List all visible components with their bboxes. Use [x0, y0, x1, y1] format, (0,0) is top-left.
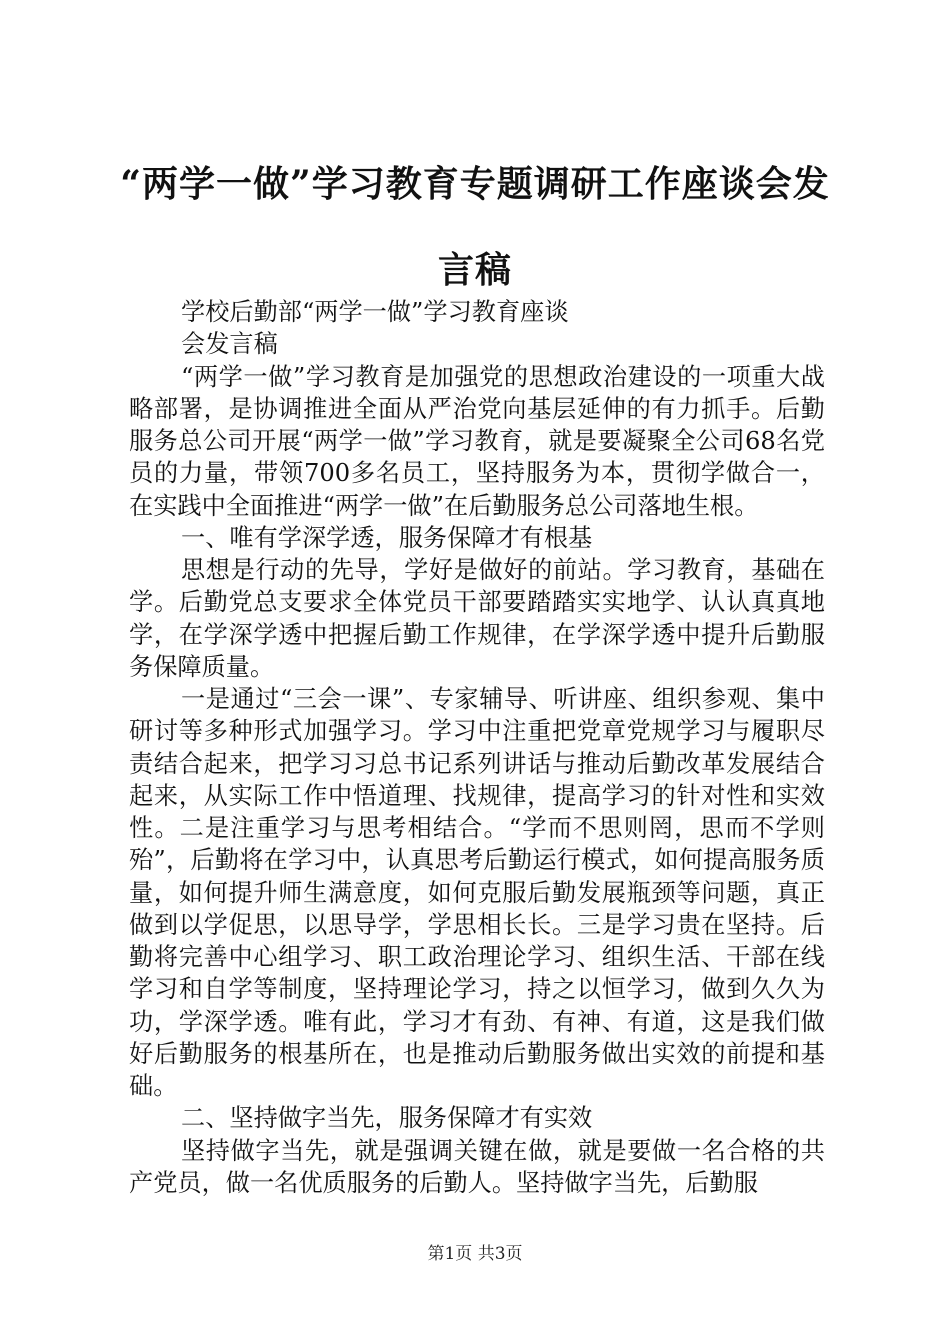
section-heading-2: 二、坚持做字当先，服务保障才有实效 [181, 1104, 593, 1133]
section-heading-1: 一、唯有学深学透，服务保障才有根基 [181, 523, 593, 552]
subtitle-line-2: 会发言稿 [181, 330, 278, 359]
document-title-line-2: 言稿 [437, 249, 512, 291]
document-title-line-1: “两学一做”学习教育专题调研工作座谈会发 [120, 163, 830, 205]
document-body [129, 296, 825, 1199]
paragraph-intro: “两学一做”学习教育是加强党的思想政治建设的一项重大战略部署，是协调推进全面从严治党向基层延伸的有力抓手。后勤服务总公司开展“两学一做”学习教育，就是要凝聚全公司68名党员的力量，带领700多名员工，坚持服务为本，贯彻学做合一，在实践中全面推进“两学一做”在后勤服务总公司落地生根。 [129, 362, 825, 520]
paragraph-section-1: 思想是行动的先导，学好是做好的前站。学习教育，基础在学。后勤党总支要求全体党员干部要踏踏实实地学、认认真真地学，在学深学透中把握后勤工作规律，在学深学透中提升后勤服务保障质量。 [129, 556, 825, 681]
paragraph-section-2: 坚持做字当先，就是强调关键在做，就是要做一名合格的共产党员，做一名优质服务的后勤人。坚持做字当先，后勤服 [129, 1136, 825, 1197]
page-footer: 第1页 共3页 [427, 1244, 523, 1264]
paragraph-section-1-details: 一是通过“三会一课”、专家辅导、听讲座、组织参观、集中研讨等多种形式加强学习。学习中注重把党章党规学习与履职尽责结合起来，把学习习总书记系列讲话与推动后勤改革发展结合起来，从实际工作中悟道理、找规律，提高学习的针对性和实效性。二是注重学习与思考相结合。“学而不思则罔，思而不学则殆”，后勤将在学习中，认真思考后勤运行模式，如何提高服务质量，如何提升师生满意度，如何克服后勤发展瓶颈等问题，真正做到以学促思，以思导学，学思相长长。三是学习贵在坚持。后勤将完善中心组学习、职工政治理论学习、组织生活、干部在线学习和自学等制度，坚持理论学习，持之以恒学习，做到久久为功，学深学透。唯有此，学习才有劲、有神、有道，这是我们做好后勤服务的根基所在，也是推动后勤服务做出实效的前提和基础。 [129, 685, 825, 1100]
subtitle-line-1: 学校后勤部“两学一做”学习教育座谈 [181, 298, 569, 326]
